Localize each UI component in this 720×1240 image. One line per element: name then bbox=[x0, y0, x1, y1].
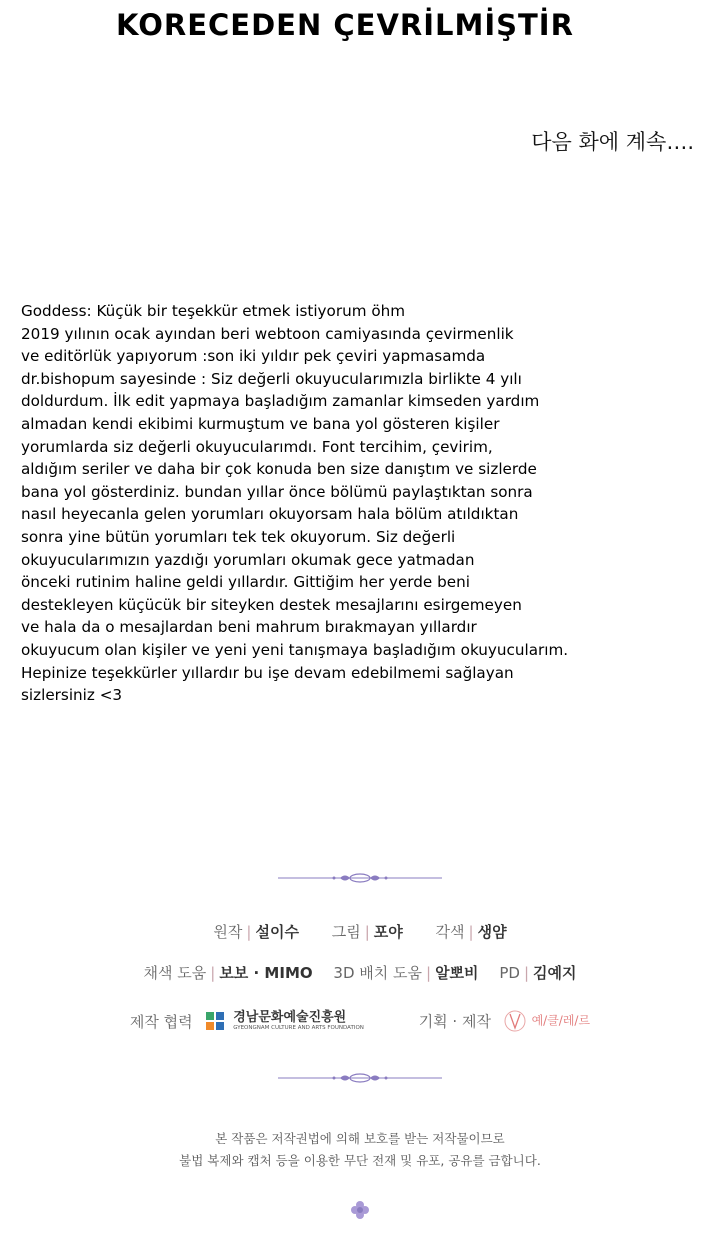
note-line: dr.bishopum sayesinde : Siz değerli okuyucularımızla birlikte 4 yılı bbox=[21, 369, 522, 388]
credit-name: 보보 · MIMO bbox=[219, 964, 313, 982]
note-line: nasıl heyecanla gelen yorumları okuyorsam hala bölüm atıldıktan bbox=[21, 505, 519, 524]
credit-original bbox=[213, 921, 299, 942]
studio-emblem-icon bbox=[502, 1008, 528, 1034]
credit-name: 알뽀비 bbox=[435, 964, 479, 982]
separator: | bbox=[468, 923, 474, 941]
credit-name: 설이수 bbox=[255, 923, 299, 941]
credit-name: 김예지 bbox=[533, 964, 577, 982]
credit-name: 포야 bbox=[373, 923, 403, 941]
credit-role: 원작 bbox=[213, 923, 243, 941]
note-line: Hepinize teşekkürler yıllardır bu işe devam edebilmemi sağlayan bbox=[21, 663, 514, 682]
credit-role: 각색 bbox=[435, 923, 465, 941]
credit-role: 기획 · 제작 bbox=[418, 1012, 491, 1031]
note-line: destekleyen küçücük bir siteyken destek mesajlarını esirgemeyen bbox=[21, 595, 522, 614]
credits-row-2 bbox=[0, 962, 720, 983]
credit-role: 3D 배치 도움 bbox=[333, 964, 422, 982]
note-line: Goddess: Küçük bir teşekkür etmek istiyorum öhm bbox=[21, 302, 406, 320]
note-line: okuyucularımızın yazdığı yorumları okumak gece yatmadan bbox=[21, 550, 475, 569]
credit-3d bbox=[333, 962, 478, 983]
ornament-divider bbox=[278, 872, 442, 884]
separator: | bbox=[426, 964, 432, 982]
note-line: 2019 yılının ocak ayından beri webtoon camiyasında çevirmenlik bbox=[21, 324, 514, 343]
credit-adaptation bbox=[436, 921, 507, 942]
note-line: ve hala da o mesajlardan beni mahrum bırakmayan yıllardır bbox=[21, 618, 477, 637]
separator: | bbox=[364, 923, 370, 941]
credit-pd bbox=[499, 962, 576, 983]
separator: | bbox=[246, 923, 252, 941]
copyright-line: 본 작품은 저작권법에 의해 보호를 받는 저작물이므로 bbox=[215, 1131, 505, 1146]
note-line: okuyucum olan kişiler ve yeni yeni tanışmaya başladığım okuyucularım. bbox=[21, 640, 569, 659]
note-line: sonra yine bütün yorumları tek tek okuyorum. Siz değerli bbox=[21, 527, 456, 546]
separator: | bbox=[210, 964, 216, 982]
ornament-divider bbox=[278, 1072, 442, 1084]
gyeongnam-foundation-logo bbox=[205, 1011, 363, 1032]
copyright-line: 불법 복제와 캡처 등을 이용한 무단 전재 및 유포, 공유를 금합니다. bbox=[179, 1153, 541, 1168]
translator-note bbox=[21, 300, 701, 707]
separator: | bbox=[523, 964, 529, 982]
credit-cooperation bbox=[130, 1011, 364, 1032]
credit-art bbox=[332, 921, 403, 942]
credit-role: 채색 도움 bbox=[143, 964, 207, 982]
foundation-name-en: GYEONGNAM CULTURE AND ARTS FOUNDATION bbox=[233, 1024, 364, 1031]
flower-end-icon bbox=[350, 1200, 370, 1220]
credit-production bbox=[419, 1008, 590, 1034]
credit-role: 그림 bbox=[331, 923, 361, 941]
note-line: aldığım seriler ve daha bir çok konuda ben size danıştım ve sizlerde bbox=[21, 460, 537, 479]
credits-row-3 bbox=[0, 1008, 720, 1034]
copyright-notice bbox=[0, 1128, 720, 1172]
page-title: KORECEDEN ÇEVRİLMİŞTİR bbox=[116, 8, 574, 42]
credit-coloring bbox=[144, 962, 313, 983]
to-be-continued-text: 다음 화에 계속…. bbox=[531, 130, 694, 154]
note-line: bana yol gösterdiniz. bundan yıllar önce bölümü paylaştıktan sonra bbox=[21, 482, 533, 501]
foundation-name: 경남문화예술진흥원 bbox=[233, 1009, 347, 1025]
credits-row-1 bbox=[0, 921, 720, 942]
note-line: yorumlarda siz değerli okuyucularımdı. Font tercihim, çevirim, bbox=[21, 437, 493, 456]
note-line: doldurdum. İlk edit yapmaya başladığım zamanlar kimseden yardım bbox=[21, 392, 540, 411]
note-line: almadan kendi ekibimi kurmuştum ve bana yol gösteren kişiler bbox=[21, 414, 500, 433]
credit-role: 제작 협력 bbox=[129, 1012, 193, 1031]
studio-logo bbox=[502, 1008, 590, 1034]
note-line: sizlersiniz <3 bbox=[21, 686, 123, 705]
note-line: ve editörlük yapıyorum :son iki yıldır pek çeviri yapmasamda bbox=[21, 347, 486, 366]
studio-name: 예/클/레/르 bbox=[531, 1013, 591, 1028]
note-line: önceki rutinim haline geldi yıllardır. Gittiğim her yerde beni bbox=[21, 573, 470, 592]
credit-role: PD bbox=[499, 964, 520, 982]
foundation-logo-icon bbox=[205, 1011, 225, 1031]
credit-name: 생얌 bbox=[477, 923, 507, 941]
